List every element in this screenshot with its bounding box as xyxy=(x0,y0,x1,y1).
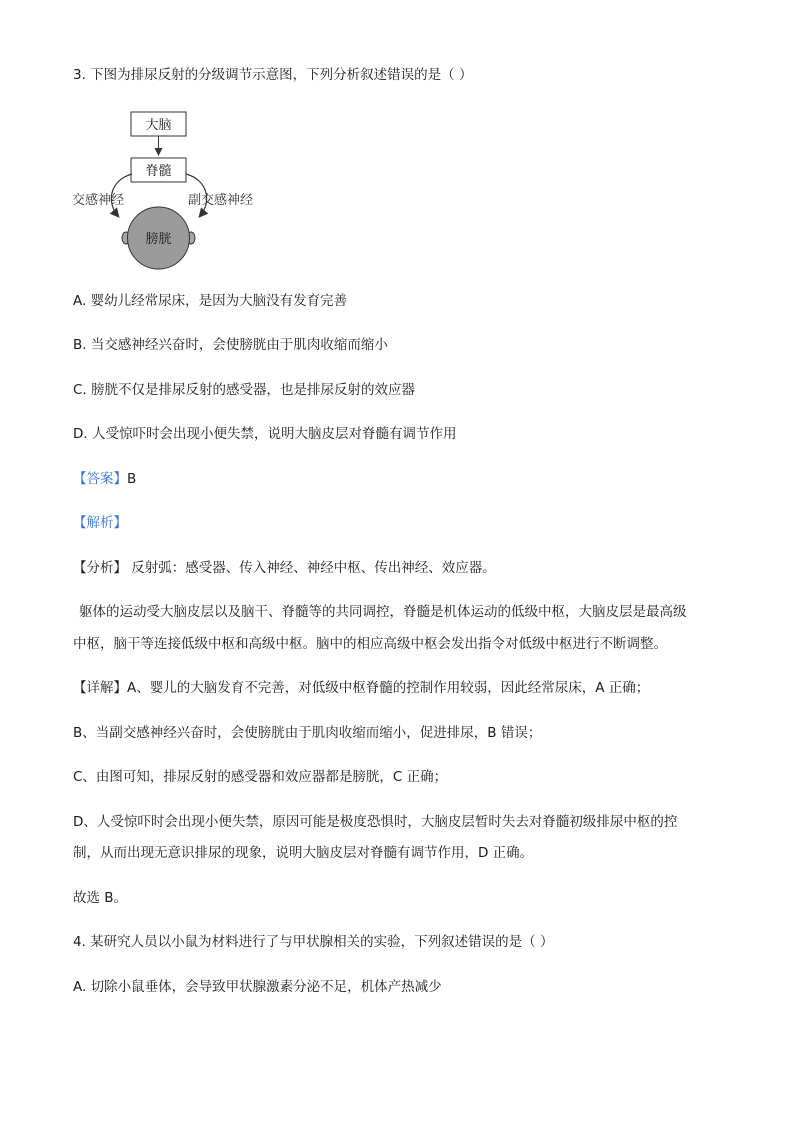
spinal-label: 脊髓 xyxy=(145,164,172,179)
question-4-stem: 4. 某研究人员以小鼠为材料进行了与甲状腺相关的实验，下列叙述错误的是（ ） xyxy=(73,934,554,950)
question-4-option-a: A. 切除小鼠垂体，会导致甲状腺激素分泌不足，机体产热减少 xyxy=(73,979,442,995)
option-c: C. 膀胱不仅是排尿反射的感受器，也是排尿反射的效应器 xyxy=(73,382,416,398)
detail-d-line-2: 制，从而出现无意识排尿的现象，说明大脑皮层对脊髓有调节作用，D 正确。 xyxy=(73,845,534,861)
analysis-label: 【解析】 xyxy=(73,515,127,531)
detail-a-text: A、婴儿的大脑发育不完善，对低级中枢脊髓的控制作用较弱，因此经常尿床，A 正确； xyxy=(127,680,650,696)
conclusion: 故选 B。 xyxy=(73,890,128,906)
option-a: A. 婴幼儿经常尿床，是因为大脑没有发育完善 xyxy=(73,293,348,309)
detail-c: C、由图可知，排尿反射的感受器和效应器都是膀胱，C 正确； xyxy=(73,769,448,785)
fenxi-text: 反射弧：感受器、传入神经、神经中枢、传出神经、效应器。 xyxy=(127,560,496,576)
paragraph-line-2: 中枢，脑干等连接低级中枢和高级中枢。脑中的相应高级中枢会发出指令对低级中枢进行不断调整。 xyxy=(73,636,667,652)
brain-label: 大脑 xyxy=(145,118,172,133)
detail-a-line xyxy=(73,679,649,697)
option-d: D. 人受惊吓时会出现小便失禁，说明大脑皮层对脊髓有调节作用 xyxy=(73,426,457,442)
xiangjie-label: 【详解】 xyxy=(73,680,127,696)
fenxi-label: 【分析】 xyxy=(73,560,127,576)
option-b: B. 当交感神经兴奋时，会使膀胱由于肌肉收缩而缩小 xyxy=(73,337,388,353)
paragraph-line-1: 躯体的运动受大脑皮层以及脑干、脊髓等的共同调控，脊髓是机体运动的低级中枢，大脑皮层是最高级 xyxy=(79,604,687,620)
answer-value: B xyxy=(127,471,137,487)
sympathetic-label: 交感神经 xyxy=(72,193,125,208)
detail-d-line-1: D、人受惊吓时会出现小便失禁，原因可能是极度恐惧时，大脑皮层暂时失去对脊髓初级排尿中枢的控 xyxy=(73,814,678,830)
question-3-stem: 3. 下图为排尿反射的分级调节示意图，下列分析叙述错误的是（ ） xyxy=(73,67,473,83)
detail-b: B、当副交感神经兴奋时，会使膀胱由于肌肉收缩而缩小，促进排尿，B 错误； xyxy=(73,725,542,741)
answer-label: 【答案】 xyxy=(73,471,127,487)
bladder-label: 膀胱 xyxy=(145,232,172,247)
parasympathetic-label: 副交感神经 xyxy=(188,193,254,208)
reflex-diagram xyxy=(60,104,280,274)
answer-line xyxy=(73,470,136,488)
fenxi-line xyxy=(73,559,496,577)
